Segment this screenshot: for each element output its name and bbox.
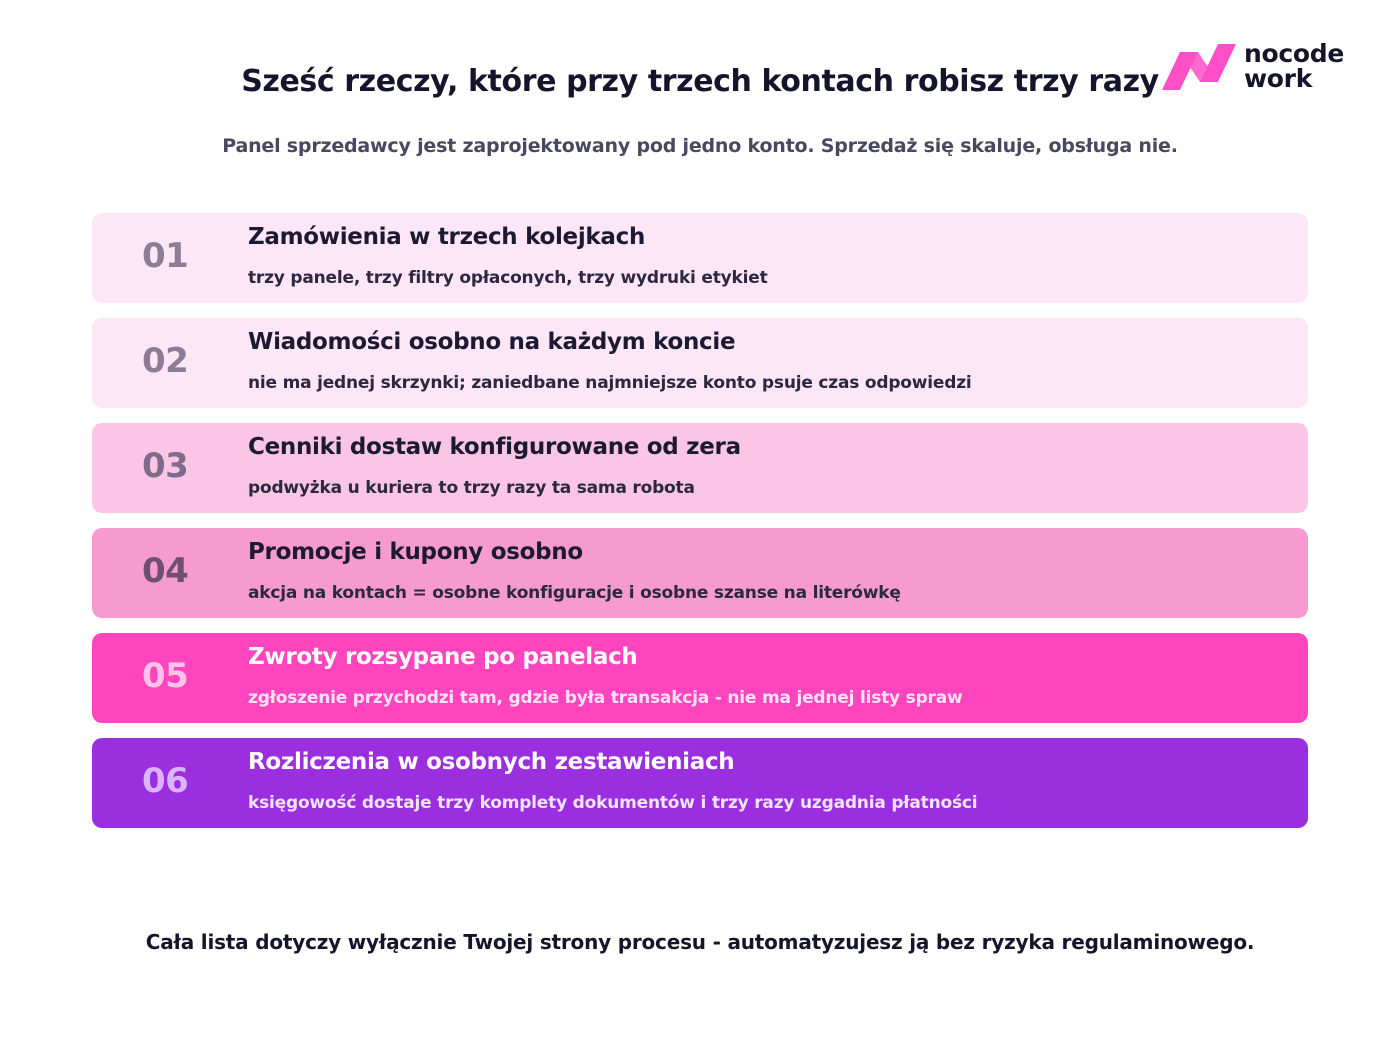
item-title: Cenniki dostaw konfigurowane od zera <box>248 434 741 460</box>
logo-line-2: work <box>1244 64 1313 93</box>
list-item <box>92 318 1308 408</box>
item-number: 04 <box>142 551 189 591</box>
list-item <box>92 633 1308 723</box>
list-item <box>92 423 1308 513</box>
item-description: trzy panele, trzy filtry opłaconych, trzy wydruki etykiet <box>248 268 768 288</box>
item-title: Rozliczenia w osobnych zestawieniach <box>248 749 735 775</box>
items-list <box>92 213 1308 843</box>
list-item <box>92 213 1308 303</box>
item-number: 02 <box>142 341 189 381</box>
page-title: Sześć rzeczy, które przy trzech kontach robisz trzy razy <box>241 64 1159 99</box>
item-number: 03 <box>142 446 189 486</box>
item-description: podwyżka u kuriera to trzy razy ta sama robota <box>248 478 695 498</box>
item-title: Wiadomości osobno na każdym koncie <box>248 329 736 355</box>
item-description: zgłoszenie przychodzi tam, gdzie była transakcja - nie ma jednej listy spraw <box>248 688 963 708</box>
item-number: 01 <box>142 236 189 276</box>
item-description: akcja na kontach = osobne konfiguracje i osobne szanse na literówkę <box>248 583 901 603</box>
list-item <box>92 738 1308 828</box>
footer-note: Cała lista dotyczy wyłącznie Twojej strony procesu - automatyzujesz ją bez ryzyka regulaminowego. <box>145 930 1255 954</box>
item-description: księgowość dostaje trzy komplety dokumentów i trzy razy uzgadnia płatności <box>248 793 978 813</box>
logo-line-1: nocode <box>1244 39 1345 68</box>
page-subtitle: Panel sprzedawcy jest zaprojektowany pod jedno konto. Sprzedaż się skaluje, obsługa nie. <box>222 135 1178 157</box>
item-number: 06 <box>142 761 189 801</box>
item-title: Zamówienia w trzech kolejkach <box>248 224 646 250</box>
item-number: 05 <box>142 656 189 696</box>
item-description: nie ma jednej skrzynki; zaniedbane najmniejsze konto psuje czas odpowiedzi <box>248 373 972 393</box>
list-item <box>92 528 1308 618</box>
item-title: Promocje i kupony osobno <box>248 539 583 565</box>
item-title: Zwroty rozsypane po panelach <box>248 644 638 670</box>
